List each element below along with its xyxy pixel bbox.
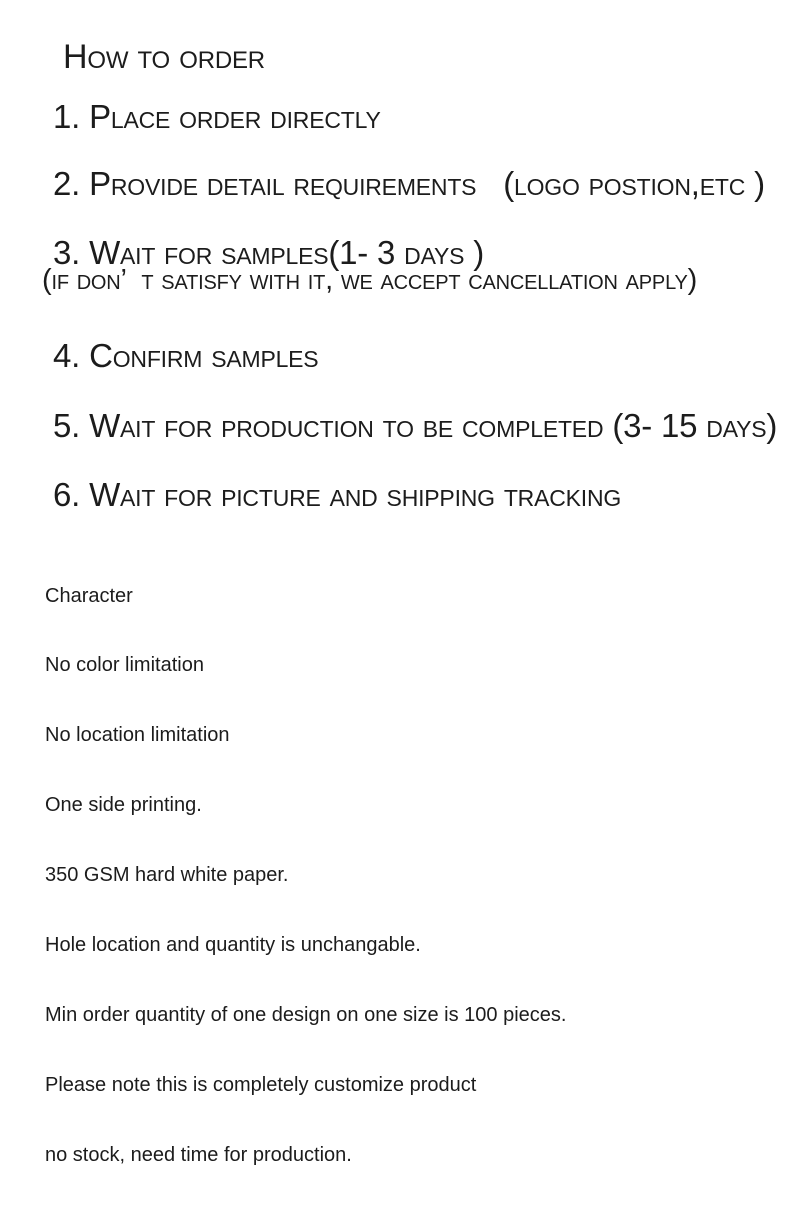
order-step-2: 2. Provide detail requirements (logo postion,etc ) <box>53 165 765 202</box>
order-step-3: 3. Wait for samples(1- 3 days ) <box>53 234 485 271</box>
note-paper-spec: 350 GSM hard white paper. <box>45 864 289 887</box>
note-min-order-quantity: Min order quantity of one design on one size is 100 pieces. <box>45 1003 567 1026</box>
note-no-stock: no stock, need time for production. <box>45 1143 352 1166</box>
order-step-6: 6. Wait for picture and shipping tracking <box>53 476 622 513</box>
note-color-limitation: No color limitation <box>45 654 204 677</box>
note-character: Character <box>45 584 133 607</box>
note-customize-product: Please note this is completely customize product <box>45 1073 477 1096</box>
order-step-3-cancellation-note: (if don’ t satisfy with it, we accept cancellation apply) <box>42 264 698 296</box>
order-step-1: 1. Place order directly <box>53 98 381 135</box>
order-step-4: 4. Confirm samples <box>53 337 319 374</box>
order-step-5: 5. Wait for production to be completed (3- 15 days) <box>53 407 778 444</box>
note-location-limitation: No location limitation <box>45 724 230 747</box>
note-one-side-printing: One side printing. <box>45 794 202 817</box>
page-title: How to order <box>63 38 265 76</box>
note-hole-location: Hole location and quantity is unchangable. <box>45 934 421 957</box>
product-notes-block <box>45 538 566 1214</box>
